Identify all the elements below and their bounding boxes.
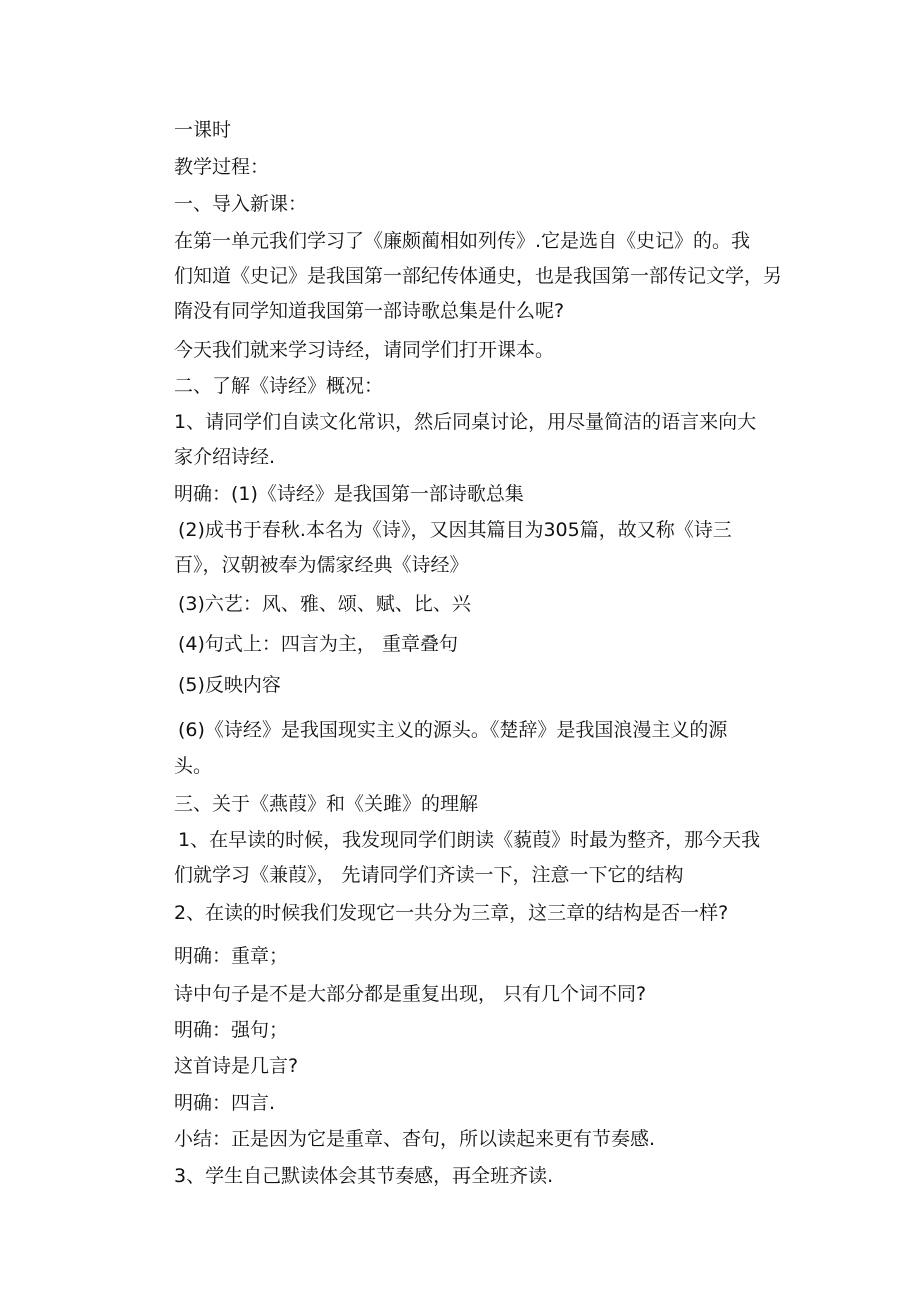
paragraph-line: 今天我们就来学习诗经，请同学们打开课本。	[174, 339, 555, 361]
paragraph-line: 1、在早读的时候，我发现同学们朗读《藐葭》时最为整齐，那今天我	[178, 829, 761, 851]
answer-line: 明确：强句；	[174, 1019, 289, 1041]
paragraph-line: 们知道《史记》是我国第一部纪传体通史，也是我国第一部传记文学，另	[174, 265, 783, 287]
text-line-teaching-process: 教学过程：	[174, 156, 270, 178]
text-line-lesson-period: 一课时	[174, 119, 232, 141]
answer-line: 明确：四言.	[174, 1092, 276, 1114]
answer-line: 明确：重章；	[174, 945, 289, 967]
list-item: (3)六艺：风、雅、颂、赋、比、兴	[178, 593, 471, 615]
list-item: (5)反映内容	[178, 674, 281, 696]
paragraph-line: 家介绍诗经.	[174, 446, 276, 468]
paragraph-line: 1、请同学们自读文化常识，然后同桌讨论，用尽量简洁的语言来向大	[174, 411, 757, 433]
heading-section-3: 三、关于《燕葭》和《关雎》的理解	[174, 793, 479, 815]
list-item: (6)《诗经》是我国现实主义的源头。《楚辞》是我国浪漫主义的源	[178, 719, 728, 741]
question-line: 这首诗是几言?	[174, 1055, 299, 1077]
list-item: (4)句式上：四言为主， 重章叠句	[178, 633, 458, 655]
paragraph-line: 们就学习《兼葭》， 先请同学们齐读一下，注意一下它的结构	[174, 864, 684, 886]
heading-section-2: 二、了解《诗经》概况：	[174, 375, 384, 397]
list-item-continued: 百》，汉朝被奉为儒家经典《诗经》	[174, 554, 469, 576]
paragraph-line: 隋没有同学知道我国第一部诗歌总集是什么呢?	[174, 300, 565, 322]
summary-line: 小结：正是因为它是重章、杳句，所以读起来更有节奏感.	[174, 1128, 656, 1150]
list-item-continued: 头。	[174, 755, 213, 777]
paragraph-line: 3、学生自己默读体会其节奏感，再全班齐读.	[174, 1165, 554, 1187]
heading-section-1: 一、导入新课：	[174, 193, 308, 215]
paragraph-line: 在第一单元我们学习了《廉颇蔺相如列传》.它是选自《史记》的。我	[174, 230, 751, 252]
paragraph-line: 2、在读的时候我们发现它一共分为三章，这三章的结构是否一样?	[174, 902, 729, 924]
answer-line: 明确：(1)《诗经》是我国第一部诗歌总集	[174, 483, 524, 505]
question-line: 诗中句子是不是大部分都是重复出现， 只有几个词不同?	[174, 983, 647, 1005]
list-item: (2)成书于春秋.本名为《诗》，又因其篇目为305篇，故又称《诗三	[178, 519, 732, 541]
